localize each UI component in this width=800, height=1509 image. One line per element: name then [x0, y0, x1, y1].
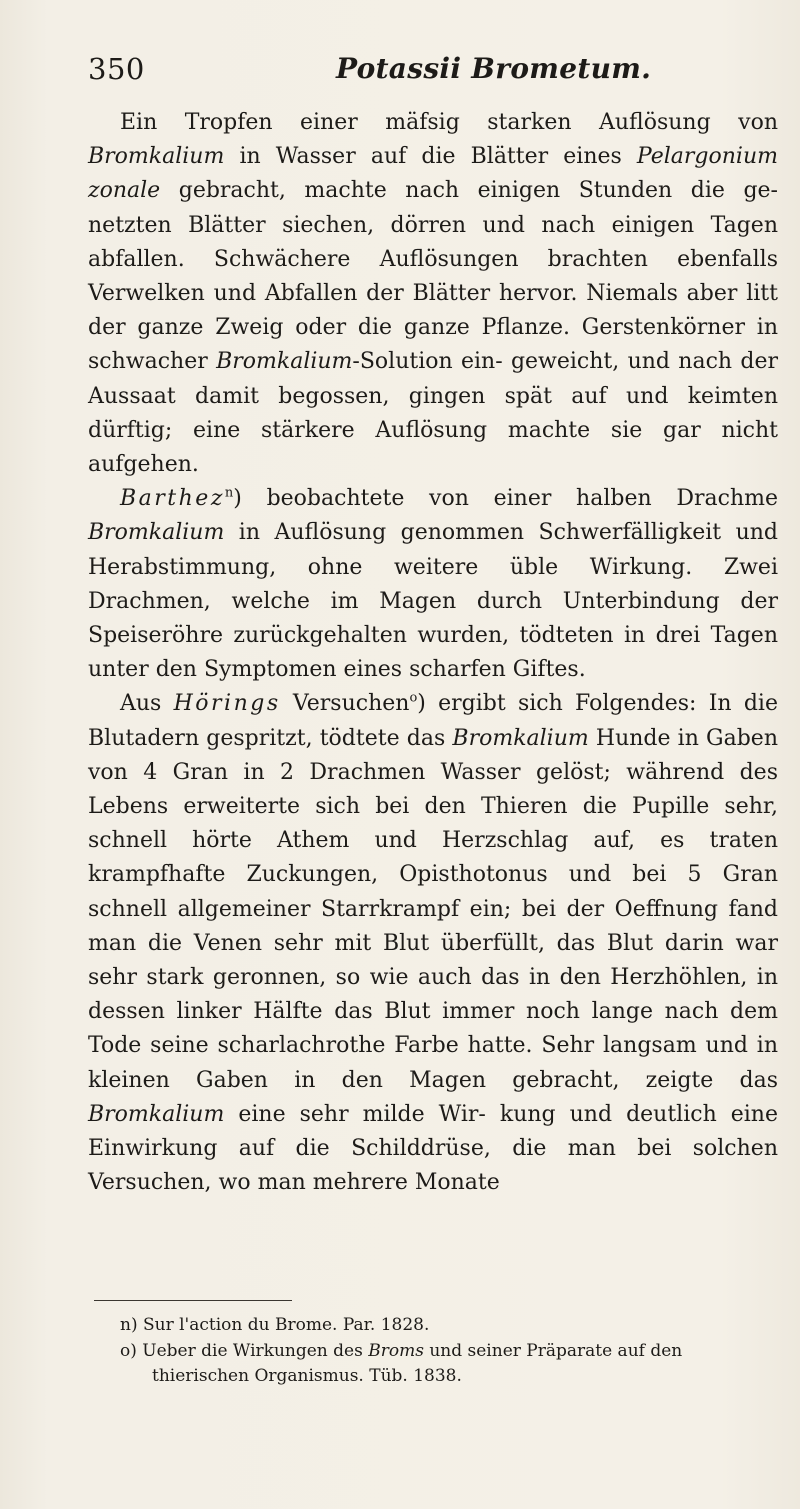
text-span: -Solution ein- geweicht, und nach der Aussaat damit begossen, gingen spät auf und keimten dürftig; eine stärkere Auflösung machte sie gar nicht aufgehen. — [88, 349, 779, 478]
paragraph-barthez — [88, 482, 778, 687]
footnotes — [88, 1313, 778, 1390]
footnote-text: und seiner Präparate auf den thierischen Organismus. Tüb. 1838. — [152, 1340, 683, 1386]
italic-term: Bromkalium — [88, 520, 225, 546]
footnote-marker: n — [224, 485, 234, 501]
author-name: Hörings — [173, 691, 281, 717]
footnote-marker: n) — [120, 1315, 138, 1335]
author-name: Barthez — [120, 486, 225, 512]
footnote-marker: o — [409, 691, 418, 707]
footnote-o — [88, 1339, 778, 1390]
text-span: gebracht, machte nach einigen Stunden die ge- netzten Blätter siechen, dörren und nach einigen Tagen abfallen. Schwächere Auflösungen brachten ebenfalls Verwelken und Abfallen der Blätter hervor. Niemals aber litt der ganze Zweig oder die ganze Pflanze. Gerstenkörner in schwacher — [88, 178, 778, 375]
body-text — [88, 106, 778, 1201]
italic-term: Bromkalium — [88, 144, 225, 170]
text-span: Aus — [120, 691, 174, 717]
paragraph-bromkalium-plants — [88, 106, 778, 482]
footnote-n — [88, 1313, 778, 1339]
footnote-text: Ueber die Wirkungen des — [142, 1340, 369, 1361]
footnote-text: Sur l'action du Brome. Par. 1828. — [143, 1315, 430, 1335]
text-span: Ein Tropfen einer mäfsig starken Auflösung von — [120, 110, 778, 135]
italic-term: Pelargonium zonale — [88, 144, 778, 204]
paragraph-hoering — [88, 687, 778, 1200]
text-span: in Wasser auf die Blätter eines — [224, 144, 637, 170]
text-span: Hunde in Gaben von 4 Gran in 2 Drachmen Wasser gelöst; während des Lebens erweiterte sich bei den Thieren die Pupille sehr, schnell hörte Athem und Herzschlag auf, es traten krampfhafte Zuckungen, Opisthotonus und bei 5 Gran schnell allgemeiner Starrkrampf ein; bei der Oeffnung fand man die Venen sehr mit Blut überfüllt, das Blut darin war sehr stark geronnen, so wie auch das in den Herzhöhlen, in dessen linker Hälfte das Blut immer noch lange nach dem Tode seine scharlachrothe Farbe hatte. Sehr langsam und in kleinen Gaben in den Magen gebracht, zeigte das — [88, 725, 778, 1093]
text-span: ) ergibt sich Folgendes: In die Blutadern gespritzt, tödtete das — [88, 691, 778, 751]
footnote-divider — [94, 1300, 292, 1301]
text-span: Versuchen — [280, 691, 410, 717]
text-span: eine sehr milde Wir- kung und deutlich eine Einwirkung auf die Schilddrüse, die man bei solchen Versuchen, wo man mehrere Monate — [88, 1101, 778, 1196]
text-span: in Auflösung genommen Schwerfälligkeit und Herabstimmung, ohne weitere üble Wirkung. Zwei Drachmen, welche im Magen durch Unterbindung der Speiseröhre zurückgehalten wurden, tödteten in drei Tagen unter den Symptomen eines scharfen Giftes. — [88, 520, 778, 683]
page-number: 350 — [88, 52, 145, 86]
italic-term: Bromkalium — [452, 725, 589, 751]
text-span: ) beobachtete von einer halben Drachme — [233, 486, 778, 512]
italic-term: Broms — [368, 1340, 424, 1361]
running-title: Potassii Brometum. — [336, 52, 652, 85]
footnote-marker: o) — [120, 1340, 137, 1361]
page-header — [88, 52, 778, 92]
italic-term: Bromkalium — [216, 349, 353, 375]
italic-term: Bromkalium — [88, 1101, 225, 1127]
